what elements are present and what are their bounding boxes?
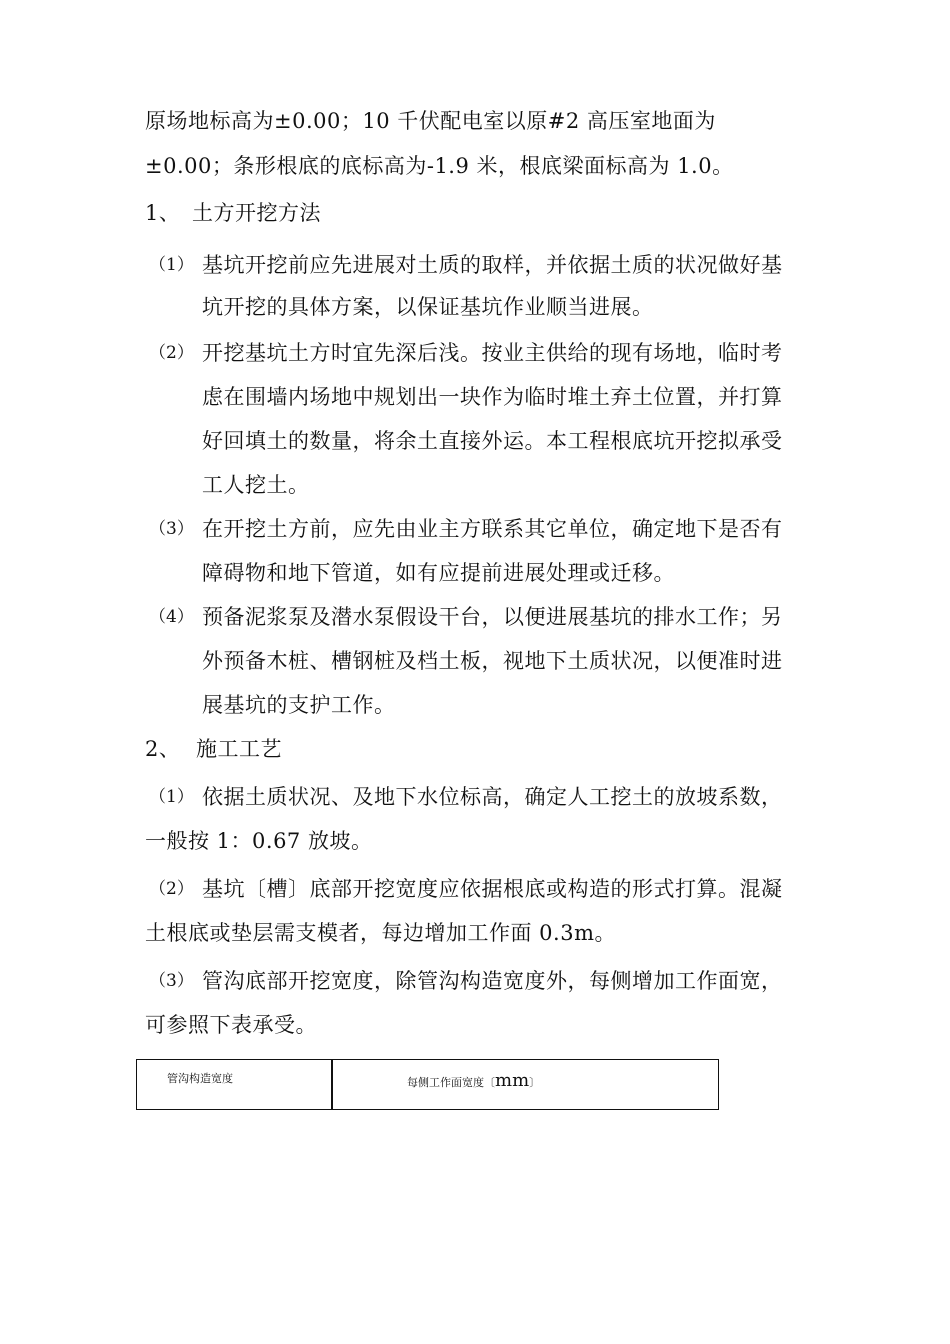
section2-item3-line1: 管沟底部开挖宽度，除管沟构造宽度外，每侧增加工作面宽，: [202, 969, 783, 993]
section1-item1-line1: 基坑开挖前应先进展对土质的取样，并依据土质的状况做好基: [202, 253, 783, 277]
section1-item3-line2: 障碍物和地下管道，如有应提前进展处理或迁移。: [202, 561, 675, 585]
section2-item3-line2: 可参照下表承受。: [145, 1013, 317, 1037]
section2-item2-number: （2）: [149, 879, 194, 899]
section2-number: 2、: [145, 737, 181, 761]
table-header-work-width-unit: mm: [495, 1070, 530, 1091]
intro-line-1: 原场地标高为±0.00；10 千伏配电室以原#2 高压室地面为: [145, 109, 716, 133]
section2-item2-line1: 基坑〔槽〕底部开挖宽度应依据根底或构造的形式打算。混凝: [202, 877, 783, 901]
section2-item2-line2: 土根底或垫层需支模者，每边增加工作面 0.3m。: [145, 921, 616, 945]
section2-item1-line2: 一般按 1：0.67 放坡。: [145, 829, 373, 853]
section1-item2-line4: 工人挖土。: [202, 473, 310, 497]
section2-item1-number: （1）: [149, 787, 194, 807]
section1-item3-number: （3）: [149, 519, 194, 539]
table-header-work-width: [407, 1070, 540, 1091]
section1-item1-line2: 坑开挖的具体方案，以保证基坑作业顺当进展。: [202, 295, 654, 319]
section2-item1-line1: 依据土质状况、及地下水位标高，确定人工挖土的放坡系数，: [202, 785, 783, 809]
section1-item1-number: （1）: [149, 255, 194, 275]
pipe-width-table: [136, 1059, 719, 1110]
section1-item4-number: （4）: [149, 607, 194, 627]
table-header-work-width-suffix: 〕: [529, 1076, 541, 1089]
intro-line-2: ±0.00；条形根底的底标高为-1.9 米，根底梁面标高为 1.0。: [145, 154, 734, 178]
section1-item4-line2: 外预备木桩、槽钢桩及档土板，视地下土质状况，以便准时进: [202, 649, 783, 673]
table-header-work-width-prefix: 每侧工作面宽度〔: [407, 1076, 495, 1089]
section1-item2-line2: 虑在围墙内场地中规划出一块作为临时堆土弃土位置，并打算: [202, 385, 783, 409]
section1-item4-line1: 预备泥浆泵及潜水泵假设干台，以便进展基坑的排水工作；另: [202, 605, 783, 629]
section1-item2-line3: 好回填土的数量，将余土直接外运。本工程根底坑开挖拟承受: [202, 429, 783, 453]
table-column-divider: [331, 1060, 333, 1109]
section2-item3-number: （3）: [149, 971, 194, 991]
section1-item4-line3: 展基坑的支护工作。: [202, 693, 396, 717]
section1-item2-number: （2）: [149, 343, 194, 363]
section2-title: 施工工艺: [196, 737, 282, 761]
section1-item3-line1: 在开挖土方前，应先由业主方联系其它单位，确定地下是否有: [202, 517, 783, 541]
section1-title: 土方开挖方法: [192, 201, 321, 225]
section1-number: 1、: [145, 201, 181, 225]
table-header-pipe-width: 管沟构造宽度: [167, 1072, 233, 1085]
section1-item2-line1: 开挖基坑土方时宜先深后浅。按业主供给的现有场地，临时考: [202, 341, 783, 365]
